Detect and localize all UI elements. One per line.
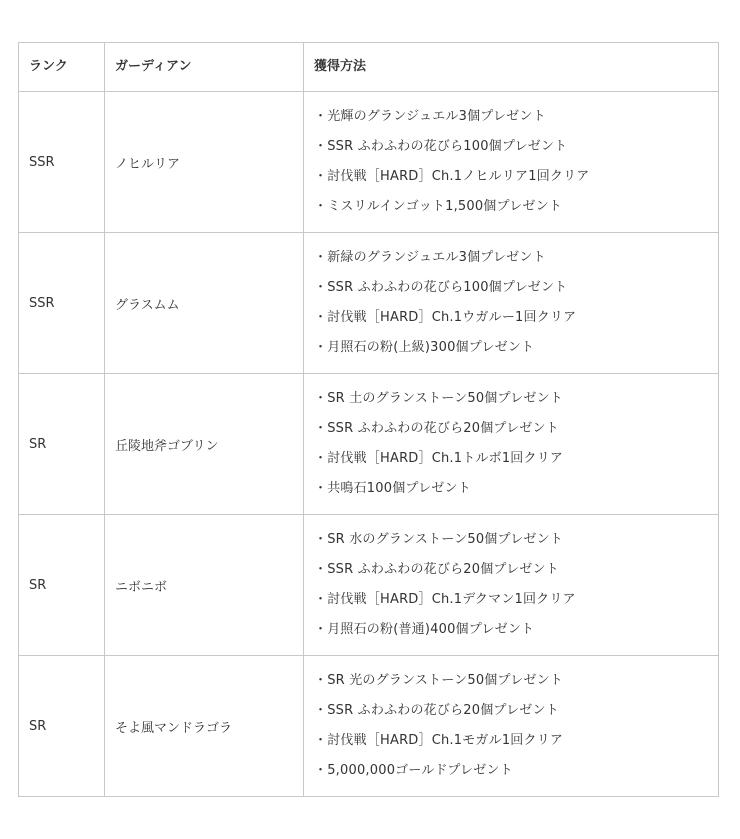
table-row [19, 515, 719, 656]
method-item: ・ 討伐戦［HARD］Ch.1ノヒルリア1回クリア [314, 162, 708, 192]
method-cell [304, 656, 719, 797]
method-item: ・ 光輝のグランジュエル3個プレゼント [314, 102, 708, 132]
method-cell [304, 515, 719, 656]
method-item: ・ 月照石の粉(普通)400個プレゼント [314, 615, 708, 645]
rank-cell: SR [19, 374, 105, 515]
method-item: ・ SSR ふわふわの花びら20個プレゼント [314, 696, 708, 726]
table-row [19, 233, 719, 374]
method-item: ・ 討伐戦［HARD］Ch.1トルボ1回クリア [314, 444, 708, 474]
method-item: ・ 討伐戦［HARD］Ch.1ウガルー1回クリア [314, 303, 708, 333]
header-method: 獲得方法 [304, 43, 719, 92]
method-list [314, 102, 708, 222]
method-cell [304, 92, 719, 233]
method-item: ・ SR 水のグランストーン50個プレゼント [314, 525, 708, 555]
rank-cell: SR [19, 656, 105, 797]
guardian-name-cell: ニボニボ [105, 515, 304, 656]
method-list [314, 243, 708, 363]
method-item: ・ SSR ふわふわの花びら20個プレゼント [314, 555, 708, 585]
method-item: ・ ミスリルインゴット1,500個プレゼント [314, 192, 708, 222]
rank-cell: SR [19, 515, 105, 656]
guardian-acquisition-table [18, 42, 719, 797]
method-item: ・ SSR ふわふわの花びら100個プレゼント [314, 132, 708, 162]
method-cell [304, 233, 719, 374]
guardian-name-cell: そよ風マンドラゴラ [105, 656, 304, 797]
rank-cell: SSR [19, 92, 105, 233]
method-item: ・ 月照石の粉(上級)300個プレゼント [314, 333, 708, 363]
method-list [314, 666, 708, 786]
rank-cell: SSR [19, 233, 105, 374]
guardian-name-cell: ノヒルリア [105, 92, 304, 233]
table-row [19, 92, 719, 233]
method-item: ・ 共鳴石100個プレゼント [314, 474, 708, 504]
method-list [314, 525, 708, 645]
guardian-name-cell: グラスムム [105, 233, 304, 374]
method-item: ・ 新緑のグランジュエル3個プレゼント [314, 243, 708, 273]
header-rank: ランク [19, 43, 105, 92]
method-item: ・ 5,000,000ゴールドプレゼント [314, 756, 708, 786]
method-item: ・ SR 光のグランストーン50個プレゼント [314, 666, 708, 696]
header-guardian: ガーディアン [105, 43, 304, 92]
table-header-row [19, 43, 719, 92]
method-item: ・ SSR ふわふわの花びら20個プレゼント [314, 414, 708, 444]
method-item: ・ 討伐戦［HARD］Ch.1デクマン1回クリア [314, 585, 708, 615]
table-row [19, 656, 719, 797]
guardian-name-cell: 丘陵地斧ゴブリン [105, 374, 304, 515]
method-cell [304, 374, 719, 515]
method-item: ・ 討伐戦［HARD］Ch.1モガル1回クリア [314, 726, 708, 756]
method-item: ・ SSR ふわふわの花びら100個プレゼント [314, 273, 708, 303]
method-list [314, 384, 708, 504]
table-row [19, 374, 719, 515]
method-item: ・ SR 土のグランストーン50個プレゼント [314, 384, 708, 414]
